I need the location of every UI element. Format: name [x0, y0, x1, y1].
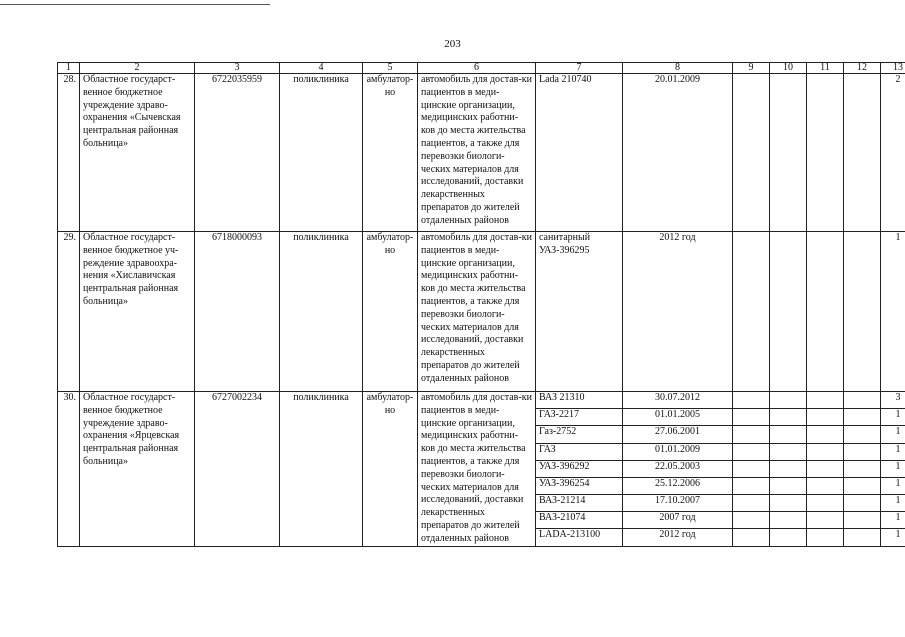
col-header: 4: [280, 63, 363, 74]
vehicle-model: Lada 210740: [536, 74, 623, 232]
empty-cell: [844, 460, 881, 477]
empty-cell: [770, 392, 807, 409]
empty-cell: [770, 477, 807, 494]
col-header: 1: [58, 63, 80, 74]
vehicle-purpose: автомобиль для достав-ки пациентов в меди-цинские организации, медицинских работни-ков до места жительства пациентов, а также для перевозки биологи-ческих материалов для исследований, доставки лекарственных препаратов до жителей отдаленных районов: [418, 232, 536, 392]
empty-cell: [807, 512, 844, 529]
empty-cell: [770, 232, 807, 392]
empty-cell: [733, 426, 770, 443]
vehicle-quantity: 1: [881, 232, 905, 392]
vehicle-model: ВАЗ 21310: [536, 392, 623, 409]
vehicle-quantity: 1: [881, 409, 905, 426]
col-header: 11: [807, 63, 844, 74]
empty-cell: [807, 426, 844, 443]
inn-code: 6722035959: [195, 74, 280, 232]
row-number: 29.: [58, 232, 80, 392]
vehicle-quantity: 1: [881, 460, 905, 477]
vehicle-quantity: 1: [881, 529, 905, 546]
col-header: 6: [418, 63, 536, 74]
col-header: 8: [623, 63, 733, 74]
scan-edge-line: [0, 4, 270, 5]
table-row: [58, 232, 905, 392]
acquisition-date: 2012 год: [623, 232, 733, 392]
vehicle-model: LADA-213100: [536, 529, 623, 546]
col-header: 13: [881, 63, 905, 74]
col-header: 10: [770, 63, 807, 74]
care-mode: амбулатор-но: [363, 392, 418, 547]
vehicle-registry-table: [57, 62, 905, 547]
vehicle-model: ГАЗ-2217: [536, 409, 623, 426]
empty-cell: [733, 460, 770, 477]
empty-cell: [733, 495, 770, 512]
vehicle-model: УАЗ-396292: [536, 460, 623, 477]
acquisition-date: 20.01.2009: [623, 74, 733, 232]
care-mode: амбулатор-но: [363, 232, 418, 392]
acquisition-date: 22.05.2003: [623, 460, 733, 477]
vehicle-quantity: 1: [881, 426, 905, 443]
col-header: 5: [363, 63, 418, 74]
empty-cell: [770, 443, 807, 460]
empty-cell: [770, 409, 807, 426]
empty-cell: [844, 409, 881, 426]
row-number: 30.: [58, 392, 80, 547]
vehicle-model: ГАЗ: [536, 443, 623, 460]
col-header: 7: [536, 63, 623, 74]
vehicle-model: УАЗ-396254: [536, 477, 623, 494]
facility-type: поликлиника: [280, 392, 363, 547]
vehicle-quantity: 3: [881, 392, 905, 409]
empty-cell: [807, 409, 844, 426]
empty-cell: [807, 392, 844, 409]
empty-cell: [844, 392, 881, 409]
empty-cell: [807, 232, 844, 392]
acquisition-date: 30.07.2012: [623, 392, 733, 409]
page-number: 203: [444, 38, 461, 50]
empty-cell: [844, 512, 881, 529]
empty-cell: [844, 74, 881, 232]
empty-cell: [733, 74, 770, 232]
col-header: 12: [844, 63, 881, 74]
vehicle-model: ВАЗ-21074: [536, 512, 623, 529]
inn-code: 6718000093: [195, 232, 280, 392]
acquisition-date: 01.01.2009: [623, 443, 733, 460]
vehicle-model: санитарный УАЗ-396295: [536, 232, 623, 392]
vehicle-purpose: автомобиль для достав-ки пациентов в меди-цинские организации, медицинских работни-ков до места жительства пациентов, а также для перевозки биологи-ческих материалов для исследований, доставки лекарственных препаратов до жителей отдаленных районов: [418, 392, 536, 547]
empty-cell: [844, 426, 881, 443]
col-header: 2: [80, 63, 195, 74]
empty-cell: [733, 409, 770, 426]
vehicle-quantity: 1: [881, 477, 905, 494]
empty-cell: [733, 512, 770, 529]
empty-cell: [733, 529, 770, 546]
acquisition-date: 01.01.2005: [623, 409, 733, 426]
empty-cell: [844, 443, 881, 460]
vehicle-model: ВАЗ-21214: [536, 495, 623, 512]
empty-cell: [770, 74, 807, 232]
empty-cell: [770, 512, 807, 529]
empty-cell: [844, 529, 881, 546]
empty-cell: [844, 495, 881, 512]
row-number: 28.: [58, 74, 80, 232]
col-header: 9: [733, 63, 770, 74]
vehicle-quantity: 1: [881, 443, 905, 460]
acquisition-date: 2012 год: [623, 529, 733, 546]
acquisition-date: 25.12.2006: [623, 477, 733, 494]
empty-cell: [770, 426, 807, 443]
vehicle-model: Газ-2752: [536, 426, 623, 443]
empty-cell: [807, 529, 844, 546]
empty-cell: [807, 74, 844, 232]
acquisition-date: 27.06.2001: [623, 426, 733, 443]
column-numbers-row: [58, 63, 905, 74]
empty-cell: [807, 443, 844, 460]
empty-cell: [807, 460, 844, 477]
acquisition-date: 17.10.2007: [623, 495, 733, 512]
empty-cell: [733, 232, 770, 392]
col-header: 3: [195, 63, 280, 74]
facility-type: поликлиника: [280, 74, 363, 232]
care-mode: амбулатор-но: [363, 74, 418, 232]
vehicle-quantity: 1: [881, 495, 905, 512]
empty-cell: [733, 443, 770, 460]
empty-cell: [807, 477, 844, 494]
empty-cell: [770, 529, 807, 546]
empty-cell: [733, 477, 770, 494]
organization-name: Областное государст-венное бюджетное учреждение здраво-охранения «Ярцевская центральная районная больница»: [80, 392, 195, 547]
organization-name: Областное государст-венное бюджетное учреждение здраво-охранения «Сычевская центральная районная больница»: [80, 74, 195, 232]
vehicle-purpose: автомобиль для достав-ки пациентов в меди-цинские организации, медицинских работни-ков до места жительства пациентов, а также для перевозки биологи-ческих материалов для исследований, доставки лекарственных препаратов до жителей отдаленных районов: [418, 74, 536, 232]
empty-cell: [844, 477, 881, 494]
table-row: [58, 74, 905, 232]
empty-cell: [770, 460, 807, 477]
empty-cell: [844, 232, 881, 392]
organization-name: Областное государст-венное бюджетное уч-реждение здравоохра-нения «Хиславичская центральная районная больница»: [80, 232, 195, 392]
empty-cell: [807, 495, 844, 512]
acquisition-date: 2007 год: [623, 512, 733, 529]
table-row: [58, 392, 905, 409]
inn-code: 6727002234: [195, 392, 280, 547]
facility-type: поликлиника: [280, 232, 363, 392]
vehicle-quantity: 2: [881, 74, 905, 232]
empty-cell: [770, 495, 807, 512]
vehicle-quantity: 1: [881, 512, 905, 529]
empty-cell: [733, 392, 770, 409]
